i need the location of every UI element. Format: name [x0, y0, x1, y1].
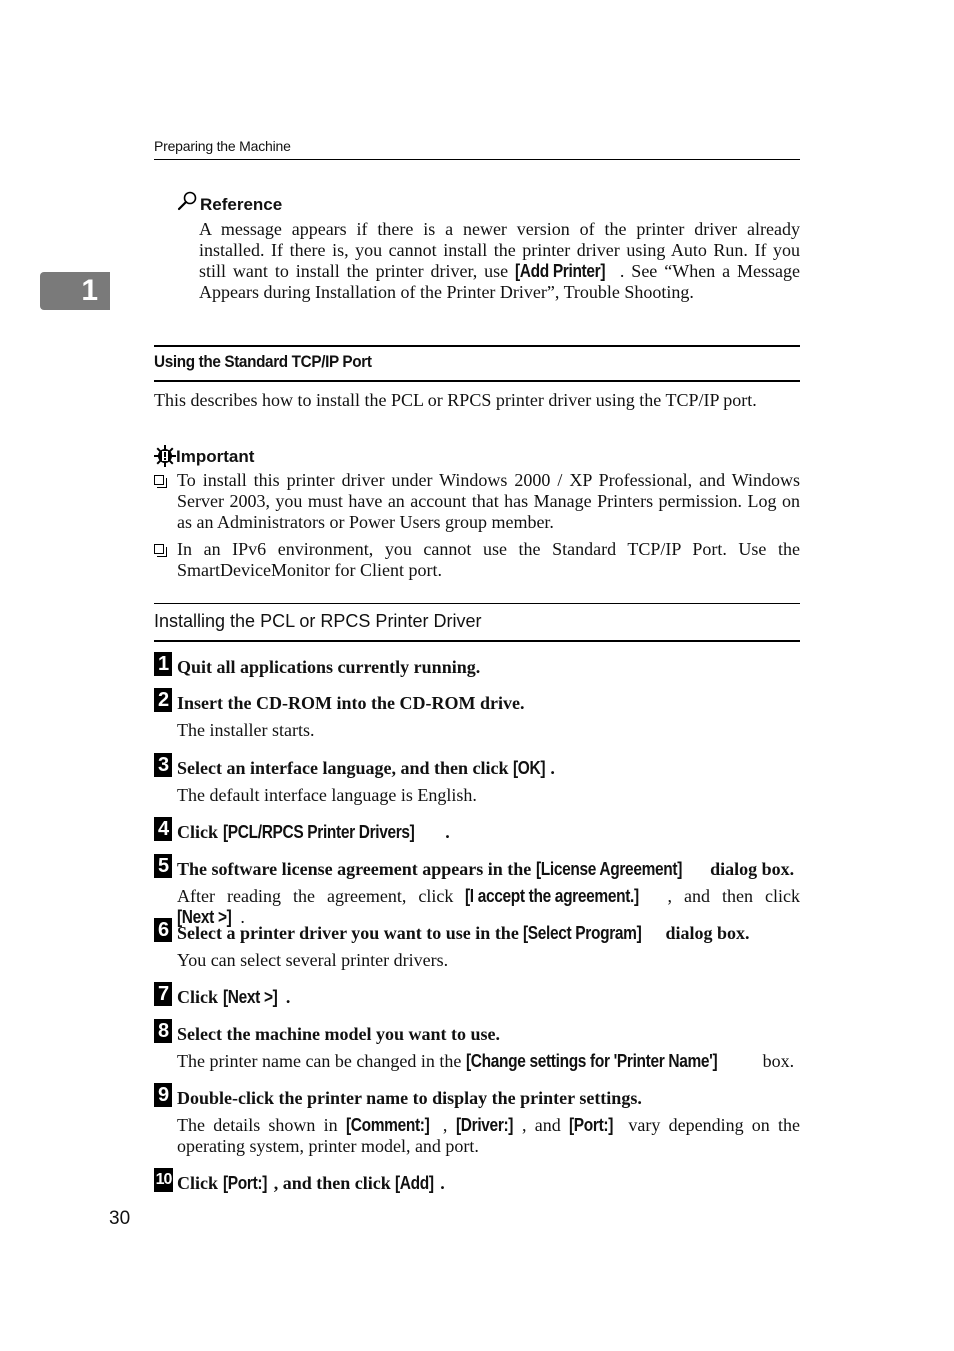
step-body: The default interface language is English. — [177, 785, 477, 805]
step — [154, 854, 800, 928]
section-rule — [154, 345, 800, 347]
step-title-text: dialog box. — [660, 923, 750, 943]
chapter-number: 1 — [81, 274, 98, 307]
step-number: 5 — [154, 854, 172, 878]
step — [154, 1083, 800, 1157]
step-title-text: dialog box. — [705, 859, 795, 879]
subsection-title: Installing the PCL or RPCS Printer Driver — [154, 611, 482, 631]
step — [154, 753, 800, 806]
step-title — [177, 982, 800, 1008]
step-number: 9 — [154, 1083, 172, 1107]
step-title-text: . — [440, 1173, 445, 1193]
step-body-text: , and then click — [667, 886, 801, 906]
step-number: 1 — [154, 652, 172, 676]
license-agreement-key: [License Agreement] — [535, 859, 682, 879]
step-title — [177, 918, 800, 944]
step-body-text: After reading the agreement, click — [177, 886, 466, 906]
step-body: The installer starts. — [177, 720, 315, 740]
comment-key: [Comment:] — [345, 1115, 430, 1135]
chapter-tab — [40, 272, 110, 310]
step — [154, 982, 800, 1008]
step-body — [177, 1051, 800, 1072]
step-number: 3 — [154, 753, 172, 777]
step — [154, 1168, 800, 1194]
step-number: 8 — [154, 1019, 172, 1043]
step-title-text: Select a printer driver you want to use in the — [177, 923, 524, 943]
step-title-text: . — [445, 822, 450, 842]
step-title-text: Select an interface language, and then click — [177, 758, 513, 778]
step-body-text: The printer name can be changed in the — [177, 1051, 466, 1071]
subsection-rule — [154, 603, 800, 604]
step-body-text: . — [240, 907, 245, 927]
important-item — [154, 539, 800, 581]
step-title-text: Click — [177, 822, 223, 842]
change-settings-key: [Change settings for 'Printer Name'] — [465, 1051, 718, 1071]
step-title-text: Click — [177, 987, 223, 1007]
step-title: Double-click the printer name to display the printer settings. — [177, 1088, 642, 1108]
accept-agreement-key: [I accept the agreement.] — [465, 886, 640, 906]
driver-key: [Driver:] — [455, 1115, 513, 1135]
running-header: Preparing the Machine — [154, 138, 291, 154]
step — [154, 817, 800, 843]
step-title-text: Click — [177, 1173, 223, 1193]
subsection-rule — [154, 640, 800, 642]
important-item-text: To install this printer driver under Windows 2000 / XP Professional, and Windows Server 2003, you must have an account that has Manage Printers permission. Log on as an Administrators or Power Users group member. — [177, 470, 800, 532]
add-key: [Add] — [395, 1173, 434, 1193]
port-key: [Port:] — [222, 1173, 267, 1193]
important-icon — [154, 445, 176, 467]
page-number: 30 — [109, 1208, 131, 1229]
step-title: Quit all applications currently running. — [177, 657, 481, 677]
reference-title: Reference — [200, 195, 283, 214]
step-body — [177, 1115, 800, 1157]
step-number: 10 — [154, 1168, 173, 1192]
section-title-text: Using the Standard TCP/IP Port — [154, 352, 372, 371]
reference-text-part: . See “When a Message Appears during Installation of the Printer Driver”, Trouble Shooting. — [199, 261, 801, 302]
ok-key: [OK] — [512, 758, 546, 778]
section-rule — [154, 380, 800, 382]
step-number: 6 — [154, 918, 172, 942]
step-title — [177, 854, 800, 880]
step-body: You can select several printer drivers. — [177, 950, 449, 970]
step — [154, 688, 800, 741]
section-title — [154, 352, 396, 372]
checkbox-bullet-icon — [154, 475, 164, 485]
important-item-text: In an IPv6 environment, you cannot use the Standard TCP/IP Port. Use the SmartDeviceMonitor for Client port. — [177, 539, 800, 580]
step-body-text: box. — [758, 1051, 795, 1071]
step-title-text: The software license agreement appears in the — [177, 859, 536, 879]
step — [154, 1019, 800, 1072]
important-title: Important — [176, 447, 255, 466]
step-body-text: , — [442, 1115, 456, 1135]
next-key: [Next >] — [222, 987, 277, 1007]
magnifier-icon — [177, 191, 199, 211]
step-title — [177, 817, 800, 843]
step-title-text: . — [285, 987, 291, 1007]
next-key: [Next >] — [177, 907, 232, 927]
section-description: This describes how to install the PCL or RPCS printer driver using the TCP/IP port. — [154, 390, 757, 410]
step-title: Insert the CD-ROM into the CD-ROM drive. — [177, 693, 525, 713]
step-body-text: , and — [522, 1115, 569, 1135]
port-key: [Port:] — [568, 1115, 613, 1135]
step-title-text: , and then click — [273, 1173, 396, 1193]
important-item — [154, 470, 800, 533]
reference-text-part: A message appears if there is a newer version of the printer driver already installed. If there is, you cannot install the printer driver using Auto Run. If you still want to install the printer driver, use — [199, 219, 800, 281]
step-body-text: vary depending on the operating system, printer model, and port. — [177, 1115, 801, 1156]
step-number: 2 — [154, 688, 172, 712]
step-title-text: . — [550, 758, 555, 778]
step — [154, 652, 800, 678]
reference-text — [199, 219, 800, 303]
add-printer-key: [Add Printer] — [515, 261, 606, 281]
step-body-text: The details shown in — [177, 1115, 346, 1135]
select-program-key: [Select Program] — [523, 923, 642, 943]
step-number: 4 — [154, 817, 172, 841]
header-rule — [154, 159, 800, 160]
step — [154, 918, 800, 971]
step-number: 7 — [154, 982, 172, 1006]
step-title — [177, 753, 800, 779]
step-title: Select the machine model you want to use. — [177, 1024, 500, 1044]
checkbox-bullet-icon — [154, 544, 164, 554]
pcl-rpcs-printer-drivers-key: [PCL/RPCS Printer Drivers] — [222, 822, 415, 842]
step-title — [177, 1168, 800, 1194]
